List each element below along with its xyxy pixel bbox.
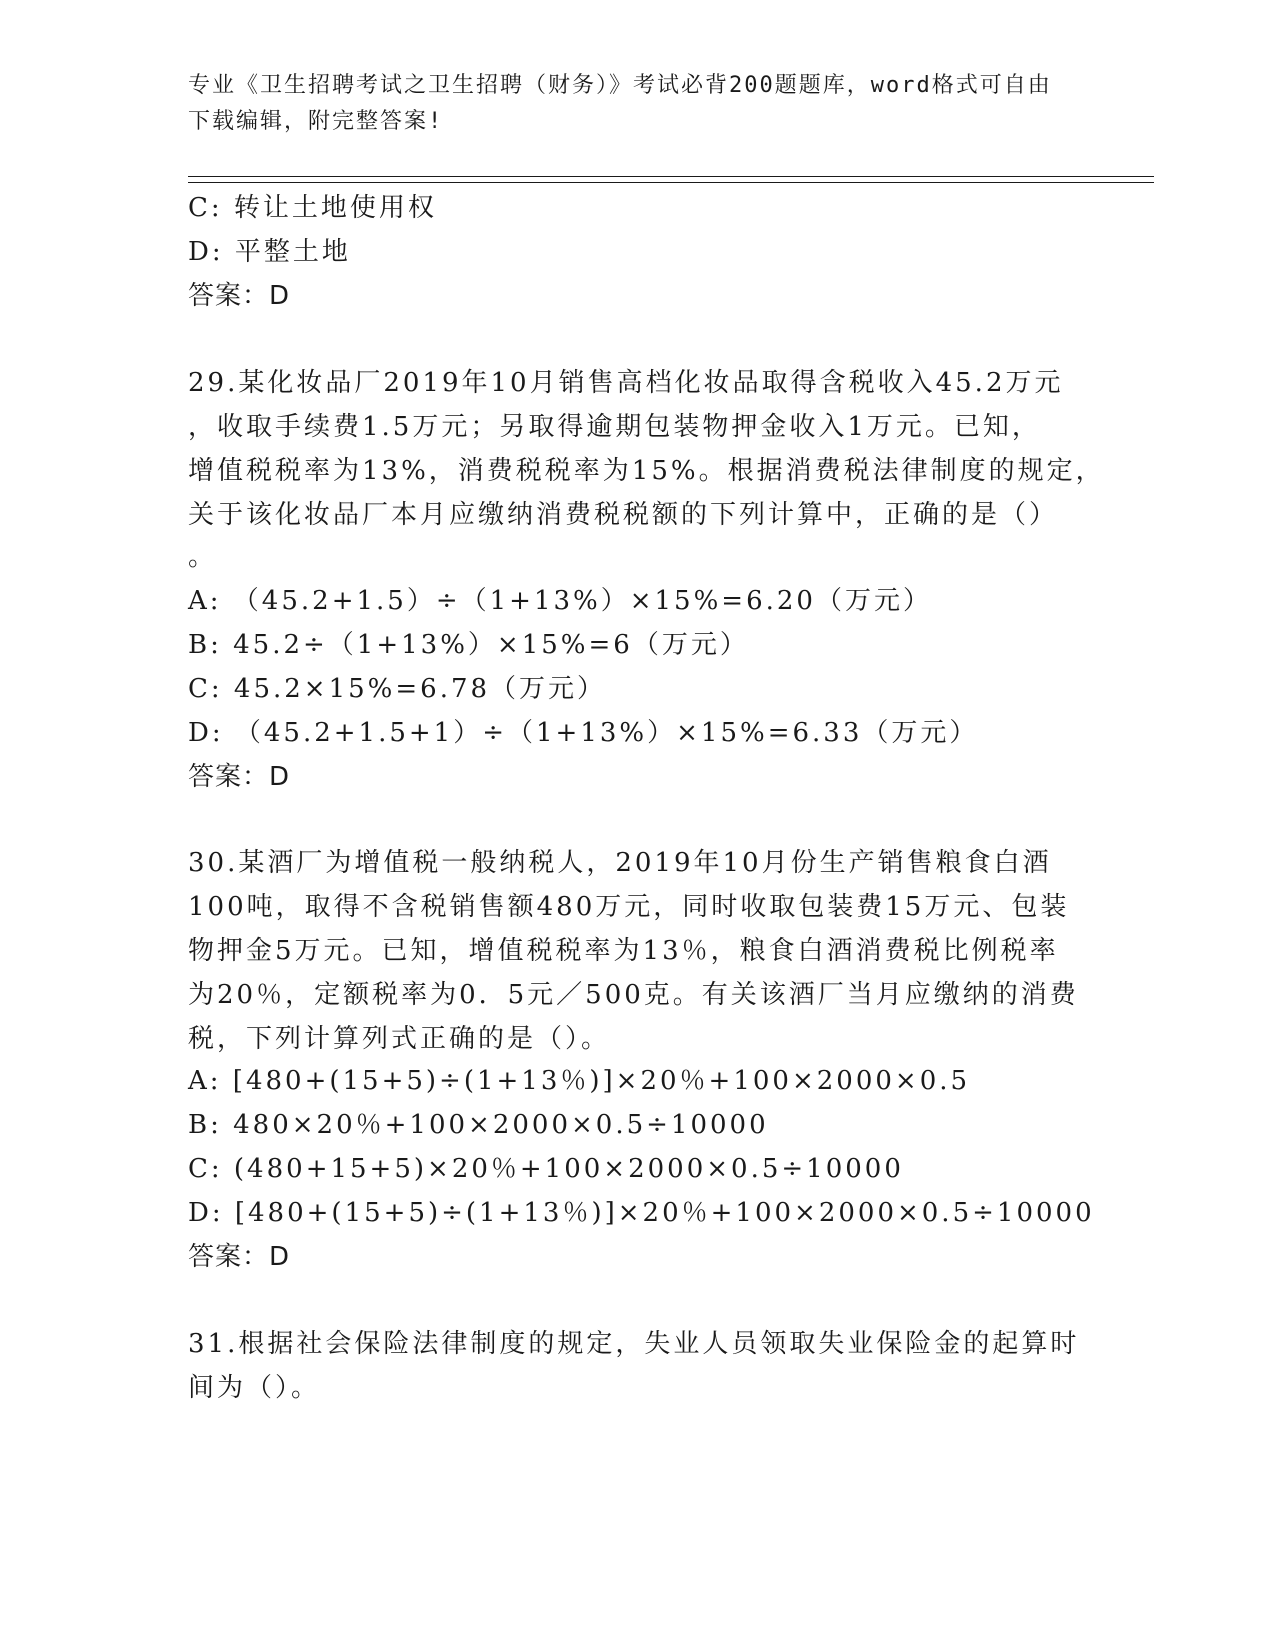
q29-stem-line-5: 。 (188, 542, 218, 572)
header-divider-bottom (188, 182, 1154, 183)
q29-option-b: B: 45.2÷（1+13%）×15%=6（万元） (188, 630, 749, 660)
q29-stem-line-4: 关于该化妆品厂本月应缴纳消费税税额的下列计算中，正确的是（） (188, 500, 1059, 530)
q28-option-c: C: 转让土地使用权 (188, 193, 437, 223)
q30-option-a: A: [480+(15+5)÷(1+13％)]×20％+100×2000×0.5 (188, 1066, 971, 1096)
header-divider-top (188, 176, 1154, 177)
q29-option-a: A: （45.2+1.5）÷（1+13%）×15%=6.20（万元） (188, 586, 932, 616)
q29-option-d: D: （45.2+1.5+1）÷（1+13%）×15%=6.33（万元） (188, 718, 979, 748)
q30-stem-line-3: 物押金5万元。已知，增值税税率为13％，粮食白酒消费税比例税率 (188, 936, 1059, 966)
q29-stem-line-2: ，收取手续费1.5万元；另取得逾期包装物押金收入1万元。已知， (188, 412, 1041, 442)
q31-stem-line-2: 间为（）。 (188, 1373, 321, 1403)
q29-option-c: C: 45.2×15%=6.78（万元） (188, 674, 607, 704)
q30-stem-line-1: 30.某酒厂为增值税一般纳税人，2019年10月份生产销售粮食白酒 (188, 848, 1052, 878)
q28-option-d: D: 平整土地 (188, 237, 351, 267)
q29-stem-line-1: 29.某化妆品厂2019年10月销售高档化妆品取得含税收入45.2万元 (188, 368, 1064, 398)
q30-stem-line-4: 为20％，定额税率为0．5元／500克。有关该酒厂当月应缴纳的消费 (188, 980, 1079, 1010)
q29-stem-line-3: 增值税税率为13%，消费税税率为15%。根据消费税法律制度的规定， (188, 456, 1105, 486)
q31-stem-line-1: 31.根据社会保险法律制度的规定，失业人员领取失业保险金的起算时 (188, 1329, 1080, 1359)
q30-option-b: B: 480×20％+100×2000×0.5÷10000 (188, 1110, 769, 1140)
q30-stem-line-5: 税，下列计算列式正确的是（）。 (188, 1024, 611, 1054)
q30-answer: 答案：D (188, 1242, 291, 1272)
q30-option-c: C: (480+15+5)×20％+100×2000×0.5÷10000 (188, 1154, 904, 1184)
q28-answer: 答案：D (188, 281, 291, 311)
document-header: 专业《卫生招聘考试之卫生招聘（财务）》考试必背200题题库，word格式可自由下载编辑，附完整答案! (188, 73, 1052, 134)
q30-option-d: D: [480+(15+5)÷(1+13％)]×20％+100×2000×0.5÷10000 (188, 1198, 1095, 1228)
q30-stem-line-2: 100吨，取得不含税销售额480万元，同时收取包装费15万元、包装 (188, 892, 1070, 922)
q29-answer: 答案：D (188, 762, 291, 792)
